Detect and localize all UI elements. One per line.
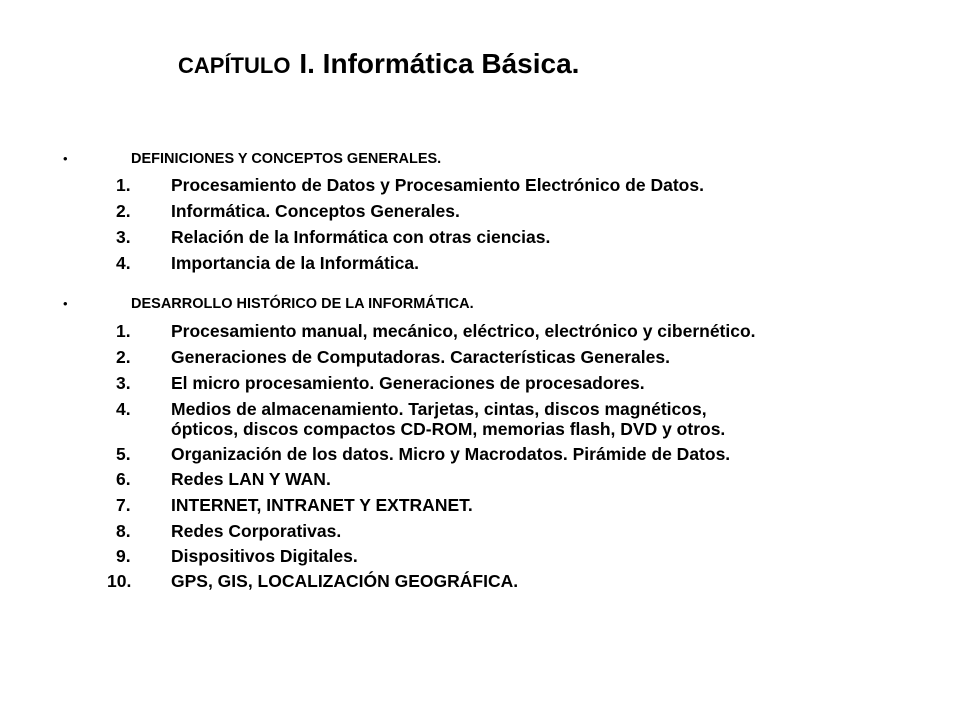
- item-number: 8.: [116, 521, 131, 541]
- item-number: 3.: [116, 373, 131, 393]
- bullet-icon: •: [63, 296, 68, 311]
- item-line: Informática. Conceptos Generales.: [171, 201, 460, 221]
- item-line: El micro procesamiento. Generaciones de procesadores.: [171, 373, 645, 393]
- item-text: [171, 469, 931, 489]
- item-text: [171, 373, 931, 393]
- item-line: Procesamiento de Datos y Procesamiento Electrónico de Datos.: [171, 175, 704, 195]
- item-line: Redes Corporativas.: [171, 521, 342, 541]
- item-line: Importancia de la Informática.: [171, 253, 419, 273]
- item-line: Relación de la Informática con otras ciencias.: [171, 227, 551, 247]
- item-line: Procesamiento manual, mecánico, eléctrico, electrónico y cibernético.: [171, 321, 756, 341]
- item-number: 6.: [116, 469, 131, 489]
- item-number: 2.: [116, 347, 131, 367]
- item-text: [171, 521, 931, 541]
- item-text: [171, 201, 931, 221]
- title-main: I. Informática Básica.: [299, 48, 580, 79]
- section-label: DESARROLLO HISTÓRICO DE LA INFORMÁTICA.: [131, 296, 474, 312]
- item-line: GPS, GIS, LOCALIZACIÓN GEOGRÁFICA.: [171, 571, 519, 591]
- item-text: [171, 347, 931, 367]
- item-line: Dispositivos Digitales.: [171, 546, 358, 566]
- section-label: DEFINICIONES Y CONCEPTOS GENERALES.: [131, 151, 442, 167]
- item-line: Medios de almacenamiento. Tarjetas, cintas, discos magnéticos,: [171, 399, 707, 419]
- section-header: [0, 294, 960, 314]
- item-number: 7.: [116, 495, 131, 515]
- item-number: 2.: [116, 201, 131, 221]
- bullet-icon: •: [63, 151, 68, 166]
- item-text: [171, 495, 931, 515]
- item-number: 4.: [116, 253, 131, 273]
- item-text: [171, 571, 931, 591]
- item-text: [171, 227, 931, 247]
- item-text: [171, 175, 931, 195]
- item-number: 4.: [116, 399, 131, 419]
- item-line: ópticos, discos compactos CD-ROM, memorias flash, DVD y otros.: [171, 419, 726, 439]
- item-number: 5.: [116, 444, 131, 464]
- item-text: [171, 546, 931, 566]
- item-line: Generaciones de Computadoras. Características Generales.: [171, 347, 670, 367]
- page-title: [178, 46, 579, 78]
- item-number: 9.: [116, 546, 131, 566]
- item-line: Organización de los datos. Micro y Macrodatos. Pirámide de Datos.: [171, 444, 731, 464]
- item-line: INTERNET, INTRANET Y EXTRANET.: [171, 495, 473, 515]
- item-text: [171, 321, 931, 341]
- section-header: [0, 149, 960, 169]
- item-number: 1.: [116, 321, 131, 341]
- title-prefix: CAPÍTULO: [178, 53, 291, 78]
- item-text: [171, 444, 931, 464]
- item-text: [171, 253, 931, 273]
- item-line: Redes LAN Y WAN.: [171, 469, 331, 489]
- item-text: [171, 399, 931, 439]
- item-number: 1.: [116, 175, 131, 195]
- item-number: 10.: [107, 571, 132, 591]
- item-number: 3.: [116, 227, 131, 247]
